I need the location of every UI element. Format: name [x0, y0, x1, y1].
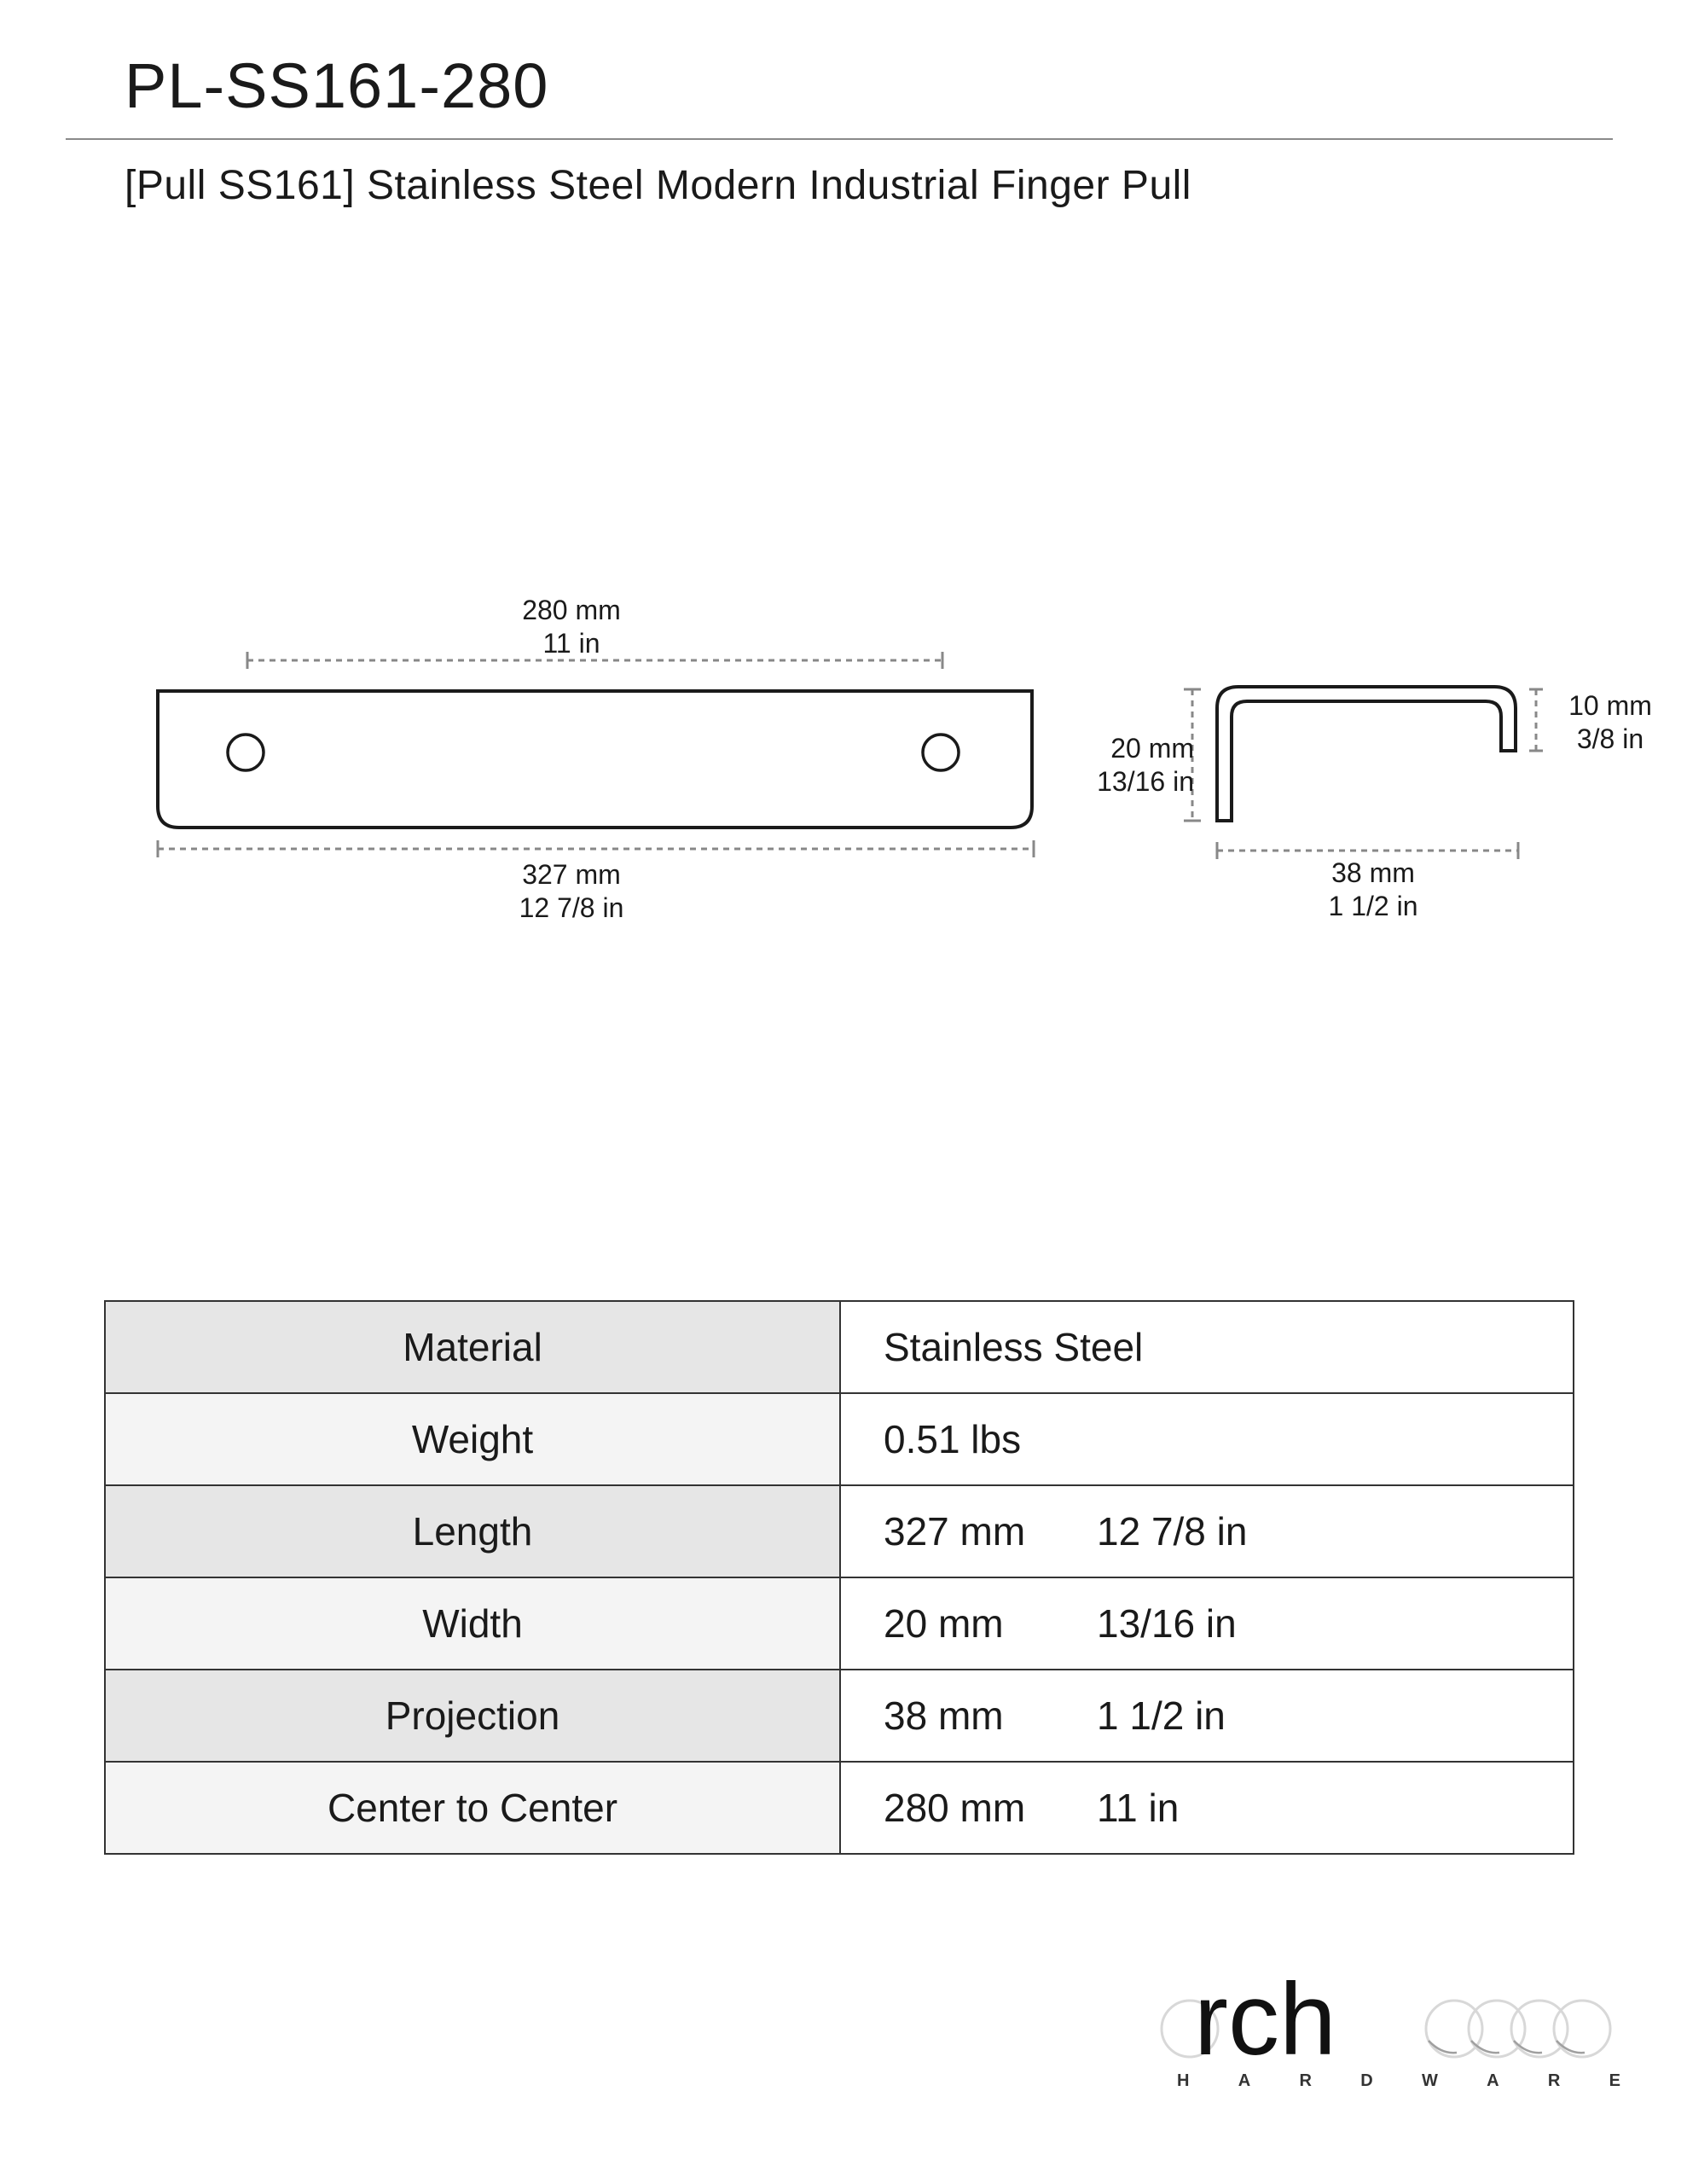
- logo-letter: E: [1609, 2071, 1620, 2090]
- mounting-hole-right: [923, 735, 959, 770]
- spec-value-imperial: 13/16 in: [1097, 1601, 1237, 1646]
- spec-value: [840, 1301, 1574, 1393]
- spec-value: [840, 1670, 1574, 1762]
- spec-label: Width: [105, 1577, 840, 1670]
- specifications-table: [104, 1300, 1574, 1855]
- spec-value-metric: 327 mm: [884, 1509, 1026, 1554]
- mounting-hole-left: [228, 735, 264, 770]
- table-row: [105, 1301, 1574, 1393]
- brand-logo: [1143, 1962, 1620, 2099]
- projection-mm: 38 mm: [1331, 857, 1415, 888]
- spec-value: [840, 1485, 1574, 1577]
- logo-letter: H: [1177, 2071, 1190, 2090]
- spec-label: Length: [105, 1485, 840, 1577]
- pull-front-outline: [158, 691, 1032, 828]
- table-row: [105, 1670, 1574, 1762]
- lip-in: 3/8 in: [1576, 723, 1644, 754]
- spec-value: [840, 1577, 1574, 1670]
- logo-letter: R: [1547, 2071, 1561, 2090]
- lip-mm: 10 mm: [1568, 690, 1652, 721]
- logo-wordmark: rch: [1194, 1962, 1336, 2073]
- lip-dimension-line: [1529, 689, 1543, 751]
- pull-side-profile: [1217, 687, 1516, 821]
- spec-value-metric: 38 mm: [884, 1693, 1004, 1738]
- spec-value: [840, 1393, 1574, 1485]
- length-in: 12 7/8 in: [519, 892, 624, 923]
- spec-value: [840, 1762, 1574, 1854]
- projection-in: 1 1/2 in: [1328, 891, 1418, 921]
- spec-value-imperial: 1 1/2 in: [1097, 1693, 1226, 1738]
- logo-letter: A: [1238, 2071, 1251, 2090]
- logo-mark: [1143, 1962, 1620, 2073]
- spec-value-primary: 0.51 lbs: [884, 1417, 1022, 1461]
- length-mm: 327 mm: [522, 859, 621, 890]
- table-row: [105, 1762, 1574, 1854]
- table-row: [105, 1485, 1574, 1577]
- spec-label: Center to Center: [105, 1762, 840, 1854]
- spec-value-metric: 20 mm: [884, 1601, 1004, 1646]
- center-to-center-label: [486, 594, 657, 660]
- spec-value-primary: Stainless Steel: [884, 1325, 1144, 1369]
- spec-value-metric: 280 mm: [884, 1786, 1026, 1830]
- logo-tagline: [1177, 2071, 1620, 2091]
- center-to-center-in: 11 in: [542, 628, 600, 659]
- length-label: [486, 858, 657, 925]
- width-label: [1083, 732, 1194, 799]
- width-in: 13/16 in: [1097, 766, 1194, 797]
- logo-letter: W: [1421, 2071, 1438, 2090]
- width-mm: 20 mm: [1110, 733, 1194, 764]
- logo-letter: D: [1360, 2071, 1373, 2090]
- spec-value-imperial: 12 7/8 in: [1097, 1509, 1248, 1554]
- spec-value-imperial: 11 in: [1097, 1786, 1180, 1830]
- lip-label: [1551, 689, 1670, 756]
- product-description: [Pull SS161] Stainless Steel Modern Industrial Finger Pull: [125, 163, 1191, 208]
- spec-label: Weight: [105, 1393, 840, 1485]
- center-to-center-mm: 280 mm: [522, 595, 621, 625]
- logo-letter: R: [1299, 2071, 1312, 2090]
- product-code: PL-SS161-280: [125, 50, 549, 121]
- table-row: [105, 1393, 1574, 1485]
- spec-label: Material: [105, 1301, 840, 1393]
- spec-label: Projection: [105, 1670, 840, 1762]
- length-dimension-line: [158, 840, 1034, 857]
- table-row: [105, 1577, 1574, 1670]
- logo-letter: A: [1487, 2071, 1499, 2090]
- projection-label: [1288, 857, 1458, 923]
